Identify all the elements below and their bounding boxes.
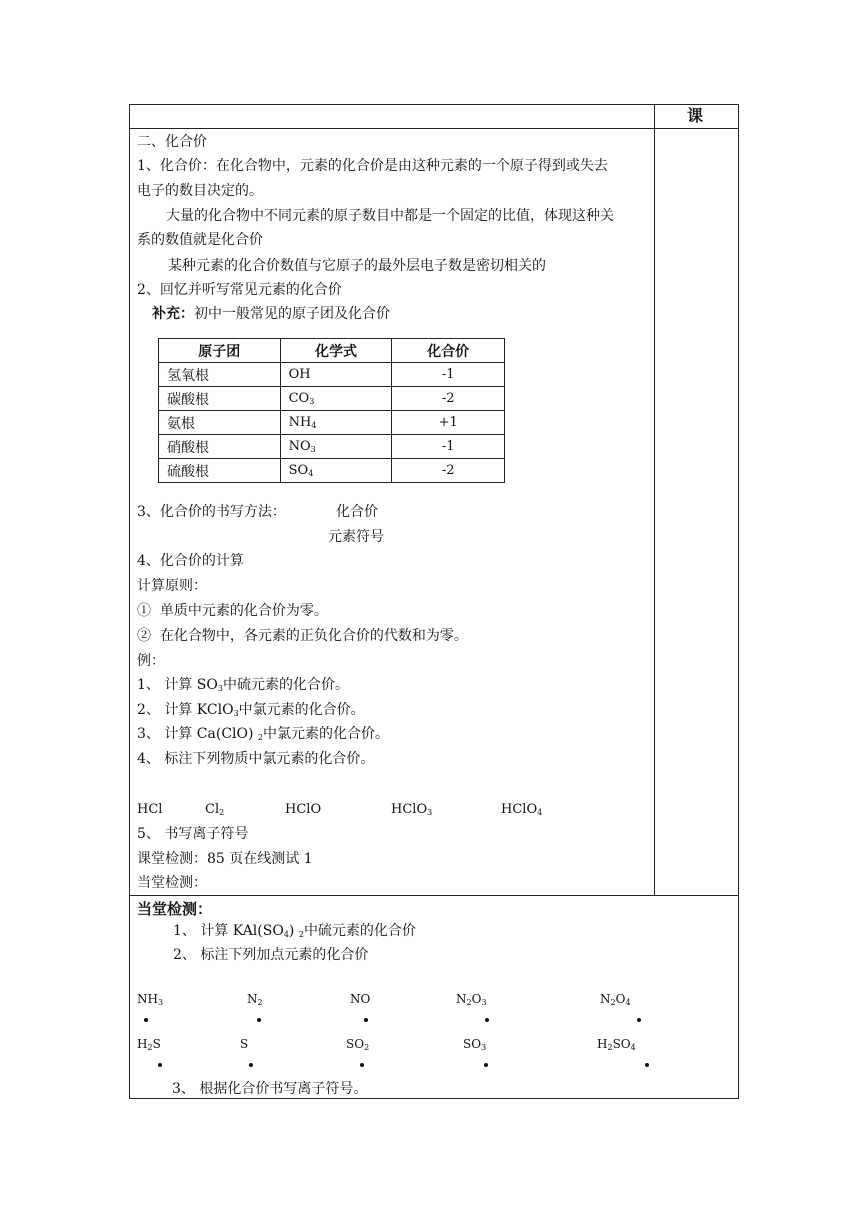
- calc-principle: 计算原则：: [137, 578, 207, 594]
- radical-formula: $CO_3$: [280, 387, 392, 411]
- example-2: 2、 计算 KClO$_3$中氯元素的化合价。: [137, 702, 365, 718]
- table-header: 原子团: [159, 339, 281, 363]
- radical-name: 氢氧根: [159, 363, 281, 387]
- rule-number: ①: [137, 603, 151, 619]
- emphasis-dot: [249, 1063, 253, 1067]
- rule-number: ②: [137, 628, 151, 644]
- table-row: [159, 411, 505, 435]
- table-row: [159, 387, 505, 411]
- table-row: [159, 459, 505, 483]
- formula-item: S: [240, 1037, 249, 1051]
- supplement-text: 初中一般常见的原子团及化合价: [194, 306, 390, 322]
- radical-valence: -1: [392, 435, 505, 459]
- test-q3: 3、 根据化合价书写离子符号。: [172, 1081, 368, 1097]
- emphasis-dot: [645, 1063, 649, 1067]
- supplement-line: [152, 304, 390, 324]
- example-5: 5、 书写离子符号: [137, 826, 249, 842]
- paragraph-2a: 大量的化合物中不同元素的原子数目中都是一个固定的比值，体现这种关: [166, 208, 614, 224]
- rule-2: ② 在化合物中，各元素的正负化合价的代数和为零。: [137, 628, 468, 644]
- emphasis-dot: [364, 1018, 368, 1022]
- radical-name: 碳酸根: [159, 387, 281, 411]
- supplement-label: 补充：: [152, 306, 194, 322]
- table-header-row: [159, 339, 505, 363]
- header-divider: [129, 128, 739, 129]
- emphasis-dot: [144, 1018, 148, 1022]
- table-row: [159, 363, 505, 387]
- formula-item: $N_2O_4$: [600, 992, 631, 1007]
- class-test: 课堂检测：85 页在线测试 1: [137, 851, 313, 867]
- header-right-cell: 课: [687, 106, 704, 125]
- test-divider: [129, 895, 739, 896]
- emphasis-dot: [484, 1063, 488, 1067]
- formula-item: $N_2O_3$: [456, 992, 487, 1007]
- radical-formula: $NH_4$: [280, 411, 392, 435]
- emphasis-dot: [360, 1063, 364, 1067]
- writing-bottom: 元素符号: [328, 529, 384, 545]
- radical-valence: -2: [392, 459, 505, 483]
- radical-formula: $NO_3$: [280, 435, 392, 459]
- example-1: 1、 计算 $SO_3$中硫元素的化合价。: [137, 677, 349, 693]
- radical-name: 硝酸根: [159, 435, 281, 459]
- paragraph-2b: 系的数值就是化合价: [137, 232, 263, 248]
- paragraph-1b: 电子的数目决定的。: [137, 183, 263, 199]
- emphasis-dot: [257, 1018, 261, 1022]
- example-label: 例：: [137, 653, 165, 669]
- test-q2: 2、 标注下列加点元素的化合价: [173, 947, 369, 963]
- example-4: 4、 标注下列物质中氯元素的化合价。: [137, 751, 375, 767]
- formula-item: NO: [350, 992, 371, 1006]
- formula-item: $NH_3$: [137, 992, 164, 1007]
- formula-item: $SO_3$: [463, 1037, 487, 1052]
- formula-item: $H_2S$: [137, 1037, 161, 1052]
- formula-item: $H_2SO_4$: [597, 1037, 636, 1052]
- writing-label: 3、化合价的书写方法：: [137, 504, 286, 520]
- radical-valence: -1: [392, 363, 505, 387]
- emphasis-dot: [485, 1018, 489, 1022]
- radical-table: [158, 338, 505, 483]
- paragraph-4: 2、回忆并听写常见元素的化合价: [137, 282, 342, 298]
- radical-valence: +1: [392, 411, 505, 435]
- paragraph-3: 某种元素的化合价数值与它原子的最外层电子数是密切相关的: [168, 258, 546, 274]
- section-title: 二、化合价: [137, 134, 207, 150]
- current-test-label: 当堂检测：: [137, 875, 207, 891]
- emphasis-dot: [158, 1063, 162, 1067]
- table-row: [159, 435, 505, 459]
- paragraph-1a: 1、化合价：在化合物中，元素的化合价是由这种元素的一个原子得到或失去: [137, 158, 608, 174]
- radical-name: 硫酸根: [159, 459, 281, 483]
- column-divider: [654, 104, 655, 895]
- cl-item: HCl: [137, 802, 163, 817]
- formula-item: $N_2$: [247, 992, 263, 1007]
- test-q1: 1、 计算 $KAl(SO_4)$ $_2$中硫元素的化合价: [173, 923, 416, 939]
- test-title: 当堂检测：: [137, 900, 213, 918]
- radical-valence: -2: [392, 387, 505, 411]
- writing-top: 化合价: [336, 504, 378, 520]
- table-header: 化学式: [280, 339, 392, 363]
- calc-title: 4、化合价的计算: [137, 553, 244, 569]
- cl-item: $Cl_2$: [205, 802, 225, 817]
- cl-item: HClO$_4$: [501, 802, 543, 817]
- rule-1: ① 单质中元素的化合价为零。: [137, 603, 328, 619]
- radical-name: 氨根: [159, 411, 281, 435]
- radical-formula: $SO_4$: [280, 459, 392, 483]
- radical-formula: OH: [280, 363, 392, 387]
- cl-item: HClO$_3$: [391, 802, 433, 817]
- example-3: 3、 计算 Ca(ClO) $_2$中氯元素的化合价。: [137, 726, 390, 742]
- formula-item: $SO_2$: [346, 1037, 370, 1052]
- cl-item: HClO: [285, 802, 322, 817]
- emphasis-dot: [637, 1018, 641, 1022]
- table-header: 化合价: [392, 339, 505, 363]
